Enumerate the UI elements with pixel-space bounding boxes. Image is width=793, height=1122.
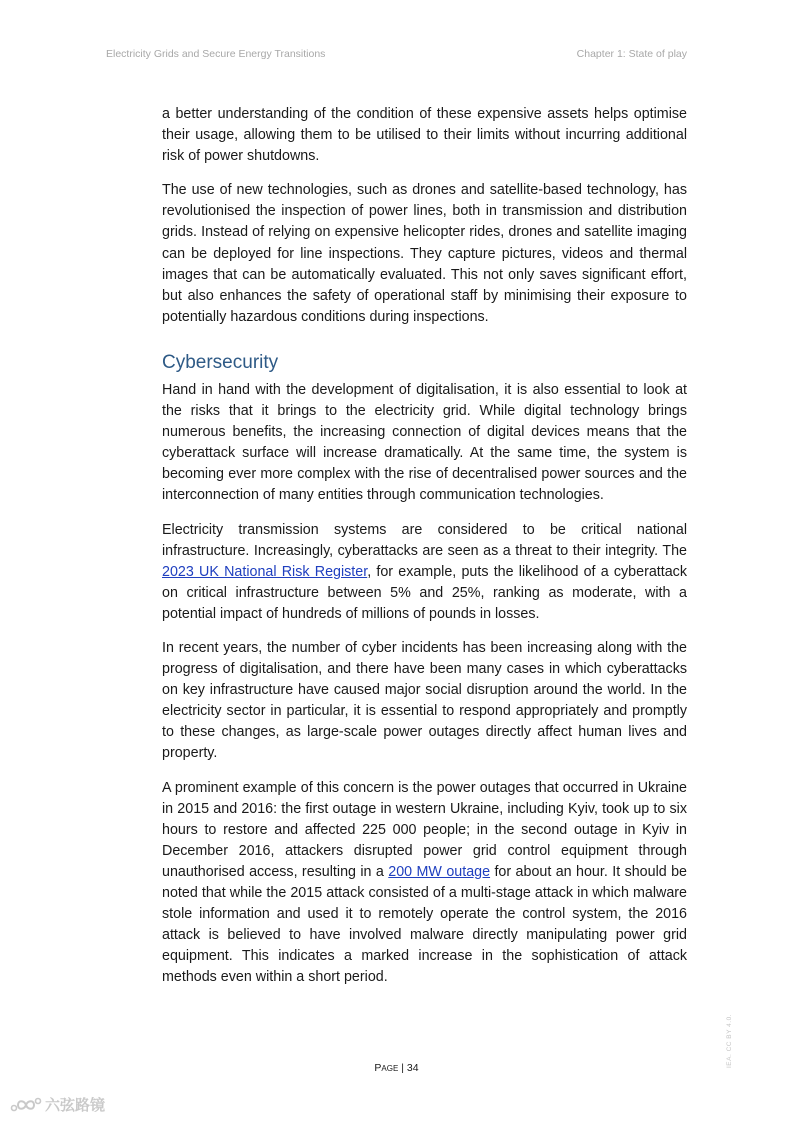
paragraph-cyber-incidents: In recent years, the number of cyber incidents has been increasing along with the progress of digitalisation, and there have been many cases in which cyberattacks on key infrastructure have caused major social disruption around the world. In the electricity sector in particular, it is essential to respond appropriately and promptly to these changes, as large-scale power outages directly affect human lives and property.	[162, 639, 687, 762]
header-chapter-title: Chapter 1: State of play	[576, 48, 687, 60]
running-header	[106, 48, 687, 60]
paragraph-digitalisation-risks: Hand in hand with the development of digitalisation, it is also essential to look at the risks that it brings to the electricity grid. While digital technology brings numerous benefits, the increasing connection of digital devices means that the cyberattack surface will increase dramatically. At the same time, the system is becoming ever more complex with the rise of decentralised power sources and the interconnection of many entities through communication technologies.	[162, 381, 687, 504]
paragraph-critical-infrastructure	[162, 520, 687, 625]
section-heading-cybersecurity: Cybersecurity	[162, 351, 279, 373]
page-label-initial: P	[374, 1062, 382, 1074]
page-separator: |	[398, 1062, 407, 1074]
page-number: 34	[406, 1062, 419, 1074]
page-body	[162, 104, 687, 1001]
paragraph-text: Electricity transmission systems are considered to be critical national infrastructure. Increasingly, cyberattacks are seen as a threat to their integrity. The	[162, 521, 687, 559]
paragraph-ukraine-outages	[162, 778, 687, 989]
page-label-rest: AGE	[381, 1064, 399, 1073]
license-notice: IEA. CC BY 4.0.	[726, 1014, 733, 1068]
paragraph-new-technologies: The use of new technologies, such as drones and satellite-based technology, has revolutionised the inspection of power lines, both in transmission and distribution grids. Instead of relying on expensive helicopter rides, drones and satellite imaging can be deployed for line inspections. They capture pictures, videos and thermal images that can be automatically evaluated. This not only saves significant effort, but also enhances the safety of operational staff by minimising their exposure to potentially hazardous conditions during inspections.	[162, 182, 687, 325]
page-number-footer	[0, 1062, 793, 1074]
watermark-text: 六弦路镜	[45, 1097, 106, 1114]
watermark	[10, 1094, 105, 1115]
paragraph-text: for about an hour. It should be noted that while the 2015 attack consisted of a multi-stage attack in which malware stole information and used it to remotely operate the control system, the 2016 attack is believed to have involved malware directly manipulating power grid equipment. This indicates a marked increase in the sophistication of attack methods even within a short period.	[162, 863, 687, 986]
link-uk-national-risk-register[interactable]: 2023 UK National Risk Register	[162, 563, 368, 580]
header-document-title: Electricity Grids and Secure Energy Transitions	[106, 48, 326, 60]
paragraph-asset-condition: a better understanding of the condition of these expensive assets helps optimise their usage, allowing them to be utilised to their limits without incurring additional risk of power shutdowns.	[162, 106, 687, 165]
paragraph-text: A prominent example of this concern is the power outages that occurred in Ukraine in 2015 and 2016: the first outage in western Ukraine, including Kyiv, took up to six hours to restore and affected 225 000 people; in the second outage in Kyiv in December 2016, attackers disrupted power grid control equipment through unauthorised access, resulting in a	[162, 779, 687, 880]
paragraph-text: , for example, puts the likelihood of a cyberattack on critical infrastructure between 5% and 25%, ranking as moderate, with a potential impact of hundreds of millions of pounds in losses.	[162, 563, 687, 622]
infinity-logo-icon	[10, 1096, 42, 1114]
link-200mw-outage[interactable]: 200 MW outage	[388, 863, 491, 880]
